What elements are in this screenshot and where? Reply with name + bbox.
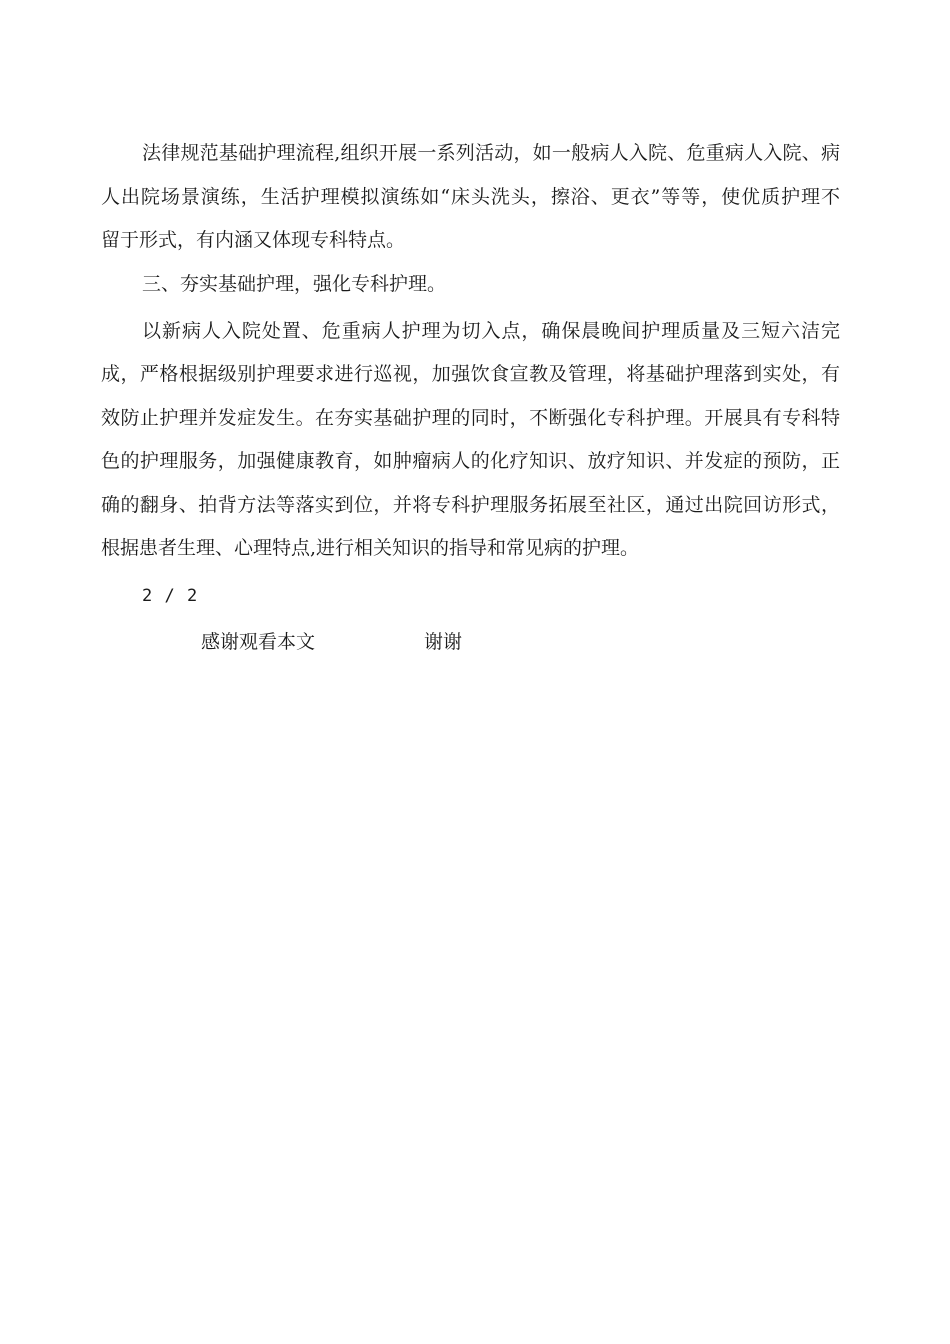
paragraph-2-line-1: 以新病人入院处置、危重病人护理为切入点，确保晨晚间护理质量及三短六洁完 [142, 320, 840, 342]
footer-thank-you: 谢谢 [424, 631, 463, 653]
paragraph-2-line-3: 效防止护理并发症发生。在夯实基础护理的同时，不断强化专科护理。开展具有专科特 [101, 407, 840, 429]
paragraph-1-line-2: 人出院场景演练，生活护理模拟演练如“床头洗头，擦浴、更衣”等等，使优质护理不 [101, 186, 840, 208]
page-number: 2 / 2 [142, 586, 199, 606]
paragraph-2-line-2: 成，严格根据级别护理要求进行巡视，加强饮食宣教及管理，将基础护理落到实处，有 [101, 363, 840, 385]
paragraph-2-line-6: 根据患者生理、心理特点,进行相关知识的指导和常见病的护理。 [101, 537, 640, 559]
paragraph-2-line-4: 色的护理服务，加强健康教育，如肿瘤病人的化疗知识、放疗知识、并发症的预防，正 [101, 450, 840, 472]
footer-thanks-text: 感谢观看本文 [201, 631, 316, 653]
paragraph-1-line-3: 留于形式，有内涵又体现专科特点。 [101, 229, 406, 251]
section-heading: 三、夯实基础护理，强化专科护理。 [142, 273, 447, 295]
paragraph-2-line-5: 确的翻身、拍背方法等落实到位，并将专科护理服务拓展至社区，通过出院回访形式， [101, 494, 840, 516]
paragraph-1-line-1: 法律规范基础护理流程,组织开展一系列活动，如一般病人入院、危重病人入院、病 [142, 142, 840, 164]
